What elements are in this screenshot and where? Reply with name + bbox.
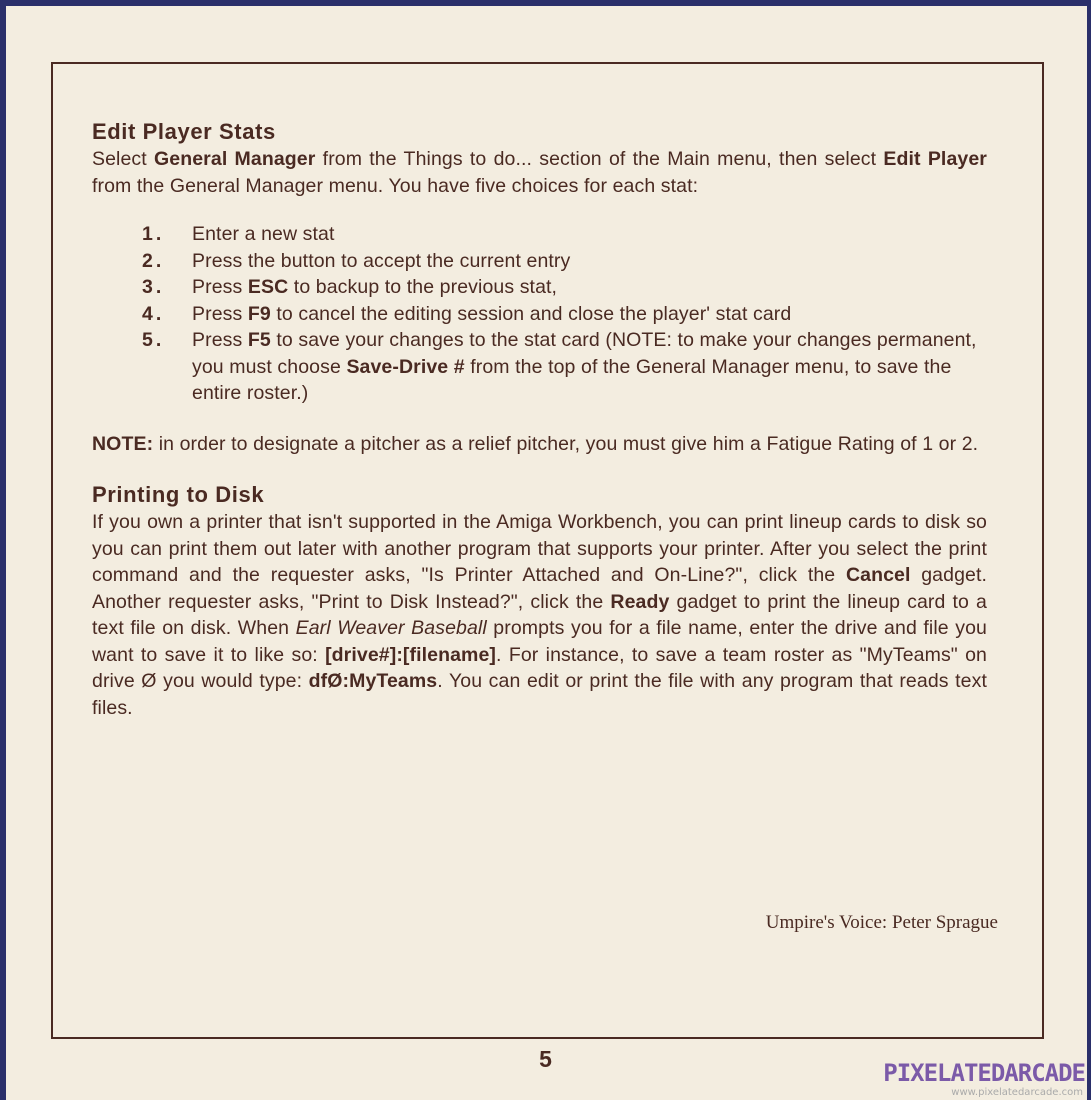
edit-player-intro: Select General Manager from the Things to do... section of the Main menu, then select Edit Player from the General Manager menu. You have five choices for each stat:: [92, 148, 987, 197]
watermark-url: www.pixelatedarcade.com: [951, 1087, 1083, 1098]
list-item: 4. Press F9 to cancel the editing session and close the player' stat card: [142, 302, 792, 325]
section-heading-edit-player-stats: Edit Player Stats: [92, 119, 276, 144]
list-item: 5. Press F5 to save your changes to the stat card (NOTE: to make your changes permanent, you must choose Save-Drive # from the top of the General Manager menu, to save the entire roster.): [142, 329, 977, 404]
content-area: [92, 118, 987, 721]
page-number: 5: [539, 1046, 552, 1072]
list-item: 2. Press the button to accept the current entry: [142, 249, 571, 272]
watermark-logo: PIXELATEDARCADE: [883, 1059, 1085, 1087]
list-item: 1. Enter a new stat: [142, 223, 335, 245]
section-heading-printing-to-disk: Printing to Disk: [92, 482, 265, 507]
stat-choices-list: [92, 221, 987, 407]
relief-pitcher-note: NOTE: in order to designate a pitcher as a relief pitcher, you must give him a Fatigue Rating of 1 or 2.: [92, 432, 979, 455]
umpire-voice-credit: Umpire's Voice: Peter Sprague: [765, 912, 998, 933]
printing-to-disk-body: If you own a printer that isn't supported in the Amiga Workbench, you can print lineup cards to disk so you can print them out later with another program that supports your printer. After you select the print command and the requester asks, "Is Printer Attached and On-Line?", click the Cancel gadget. Another requester asks, "Print to Disk Instead?", click the Ready gadget to print the lineup card to a text file on disk. When Earl Weaver Baseball prompts you for a file name, enter the drive and file you want to save it to like so: [drive#]:[filename]. For instance, to save a team roster as "MyTeams" on drive Ø you would type: dfØ:MyTeams. You can edit or print the file with any program that reads text files.: [92, 511, 987, 719]
list-item: 3. Press ESC to backup to the previous stat,: [142, 276, 558, 298]
